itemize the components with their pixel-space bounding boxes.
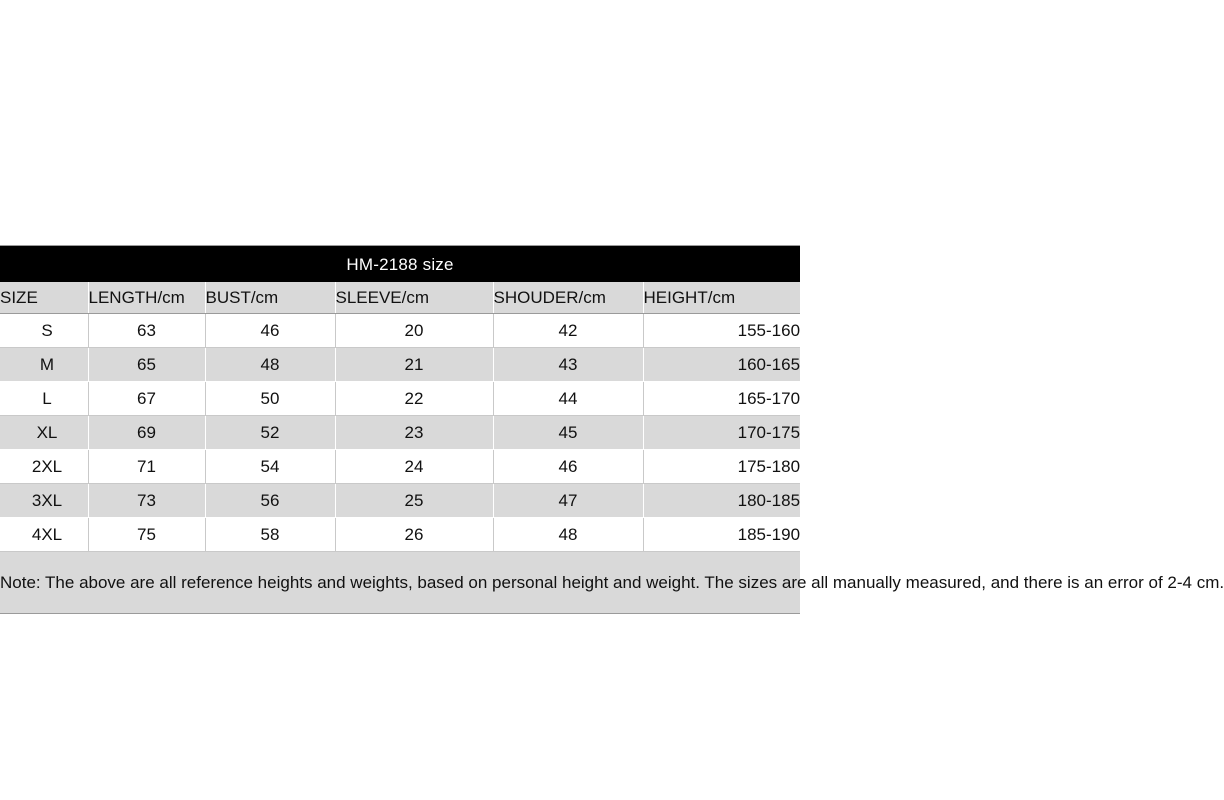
cell-length: 65 (88, 348, 205, 382)
cell-length: 71 (88, 450, 205, 484)
cell-length: 67 (88, 382, 205, 416)
header-sleeve: SLEEVE/cm (335, 282, 493, 314)
cell-shoulder: 46 (493, 450, 643, 484)
cell-sleeve: 20 (335, 314, 493, 348)
cell-size (0, 416, 88, 450)
cell-sleeve: 22 (335, 382, 493, 416)
cell-bust: 56 (205, 484, 335, 518)
cell-sleeve: 26 (335, 518, 493, 552)
table-row (0, 348, 800, 382)
title-row (0, 246, 800, 283)
cell-sleeve: 21 (335, 348, 493, 382)
cell-bust: 48 (205, 348, 335, 382)
cell-bust: 54 (205, 450, 335, 484)
size-label: M (39, 355, 55, 374)
cell-height: 155-160 (643, 314, 800, 348)
cell-bust: 52 (205, 416, 335, 450)
size-label: XL (36, 423, 58, 442)
cell-sleeve: 24 (335, 450, 493, 484)
cell-shoulder: 43 (493, 348, 643, 382)
cell-height: 160-165 (643, 348, 800, 382)
cell-size (0, 348, 88, 382)
size-label: S (41, 321, 53, 340)
cell-height: 175-180 (643, 450, 800, 484)
cell-sleeve: 25 (335, 484, 493, 518)
cell-length: 63 (88, 314, 205, 348)
table-row (0, 416, 800, 450)
table-row (0, 382, 800, 416)
table-row (0, 484, 800, 518)
size-label: 2XL (31, 457, 63, 476)
table-row (0, 518, 800, 552)
cell-shoulder: 44 (493, 382, 643, 416)
cell-shoulder: 47 (493, 484, 643, 518)
cell-sleeve: 23 (335, 416, 493, 450)
cell-height: 185-190 (643, 518, 800, 552)
size-label: 3XL (31, 491, 63, 510)
cell-size (0, 450, 88, 484)
cell-shoulder: 48 (493, 518, 643, 552)
header-bust: BUST/cm (205, 282, 335, 314)
cell-height: 165-170 (643, 382, 800, 416)
measurement-note: Note: The above are all reference heights and weights, based on personal height and weight. The sizes are all manually measured, and there is an error of 2-4 cm. (0, 552, 800, 614)
cell-size (0, 518, 88, 552)
size-label: L (42, 389, 52, 408)
header-height: HEIGHT/cm (643, 282, 800, 314)
cell-length: 73 (88, 484, 205, 518)
cell-length: 75 (88, 518, 205, 552)
header-length: LENGTH/cm (88, 282, 205, 314)
cell-shoulder: 45 (493, 416, 643, 450)
cell-shoulder: 42 (493, 314, 643, 348)
size-chart-table (0, 245, 1224, 614)
header-shoulder: SHOUDER/cm (493, 282, 643, 314)
cell-bust: 46 (205, 314, 335, 348)
cell-bust: 50 (205, 382, 335, 416)
note-row (0, 552, 800, 614)
cell-bust: 58 (205, 518, 335, 552)
cell-height: 180-185 (643, 484, 800, 518)
chart-title: HM-2188 size (0, 246, 800, 283)
table-row (0, 450, 800, 484)
cell-size (0, 314, 88, 348)
cell-size (0, 484, 88, 518)
cell-size (0, 382, 88, 416)
header-size: SIZE (0, 282, 88, 314)
cell-length: 69 (88, 416, 205, 450)
table-row (0, 314, 800, 348)
size-label: 4XL (31, 525, 63, 544)
cell-height: 170-175 (643, 416, 800, 450)
header-row (0, 282, 800, 314)
